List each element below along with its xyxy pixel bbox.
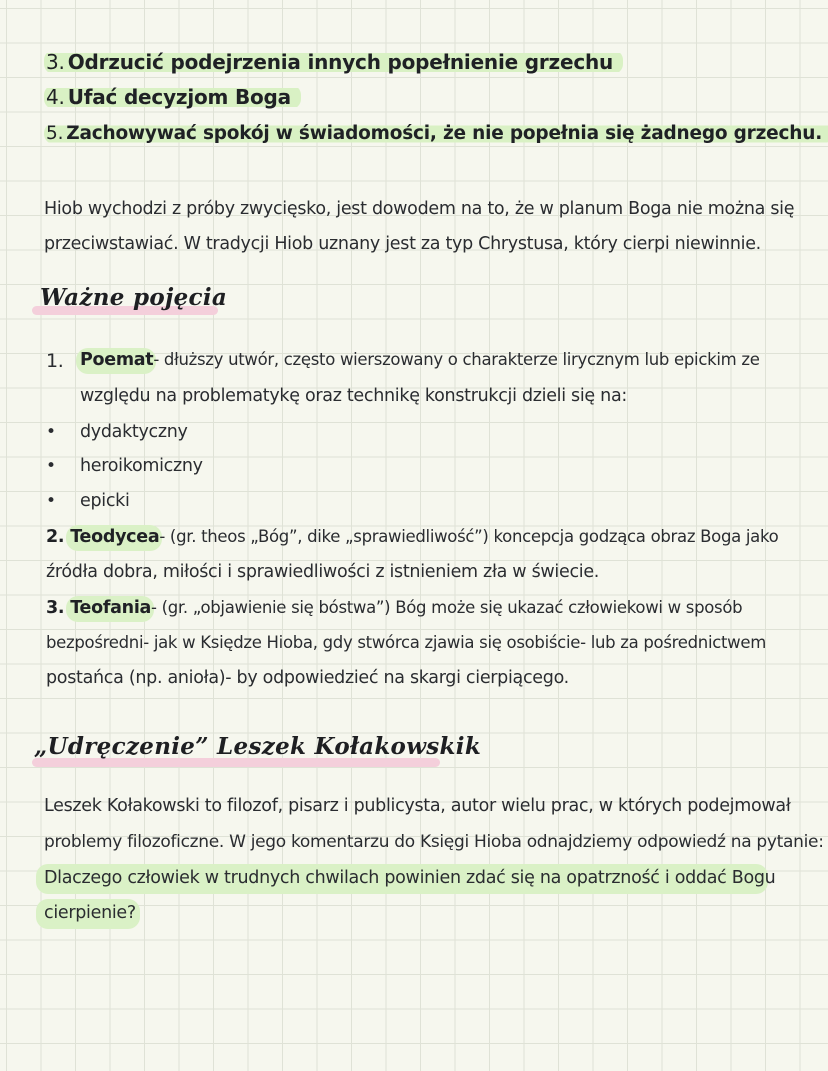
kolakowski-line-1: Leszek Kołakowski to filozof, pisarz i publicysta, autor wielu prac, w których podejmował	[44, 796, 791, 816]
teodycea-line-2: źródła dobra, miłości i sprawiedliwości z istnieniem zła w świecie.	[46, 562, 600, 582]
poemat-number: 1.	[46, 350, 64, 372]
poemat-type-3: epicki	[80, 491, 130, 511]
intro-line-1: Hiob wychodzi z próby zwycięsko, jest dowodem na to, że w planum Boga nie można się	[44, 199, 795, 219]
teodycea-line-1: 2. Teodycea- (gr. theos „Bóg”, dike „sprawiedliwość”) koncepcja godząca obraz Boga jako	[46, 527, 779, 547]
list-item-4: 4. Ufać decyzjom Boga	[44, 85, 301, 109]
kolakowski-line-2: problemy filozoficzne. W jego komentarzu do Księgi Hioba odnajdziemy odpowiedź na pytanie:	[44, 832, 824, 852]
section-heading-wazne-pojecia: Ważne pojęcia	[40, 284, 228, 311]
poemat-type-1: dydaktyczny	[80, 422, 188, 442]
teofania-line-1: 3. Teofania- (gr. „objawienie się bóstwa”) Bóg może się ukazać człowiekowi w sposób	[46, 598, 743, 618]
bullet-dot: •	[46, 422, 57, 442]
poemat-line-2: względu na problematykę oraz technikę konstrukcji dzieli się na:	[80, 386, 627, 406]
teofania-line-2: bezpośredni- jak w Księdze Hioba, gdy stwórca zjawia się osobiście- lub za pośrednictwem	[46, 633, 766, 652]
bullet-dot: •	[46, 491, 57, 511]
question-line-1: Dlaczego człowiek w trudnych chwilach powinien zdać się na opatrzność i oddać Bogu	[44, 868, 776, 888]
teofania-line-3: postańca (np. anioła)- by odpowiedzieć na skargi cierpiącego.	[46, 668, 569, 688]
section-heading-udreczenie: „Udręczenie” Leszek Kołakowskik	[34, 733, 482, 760]
poemat-line-1: Poemat- dłuższy utwór, często wierszowany o charakterze lirycznym lub epickim ze	[80, 350, 760, 370]
question-line-2: cierpienie?	[44, 903, 136, 923]
intro-line-2: przeciwstawiać. W tradycji Hiob uznany jest za typ Chrystusa, który cierpi niewinnie.	[44, 234, 761, 254]
poemat-type-2: heroikomiczny	[80, 456, 203, 476]
list-item-5: 5. Zachowywać spokój w świadomości, że nie popełnia się żadnego grzechu.	[44, 120, 828, 144]
bullet-dot: •	[46, 456, 57, 476]
list-item-3: 3. Odrzucić podejrzenia innych popełnienie grzechu	[44, 50, 623, 74]
